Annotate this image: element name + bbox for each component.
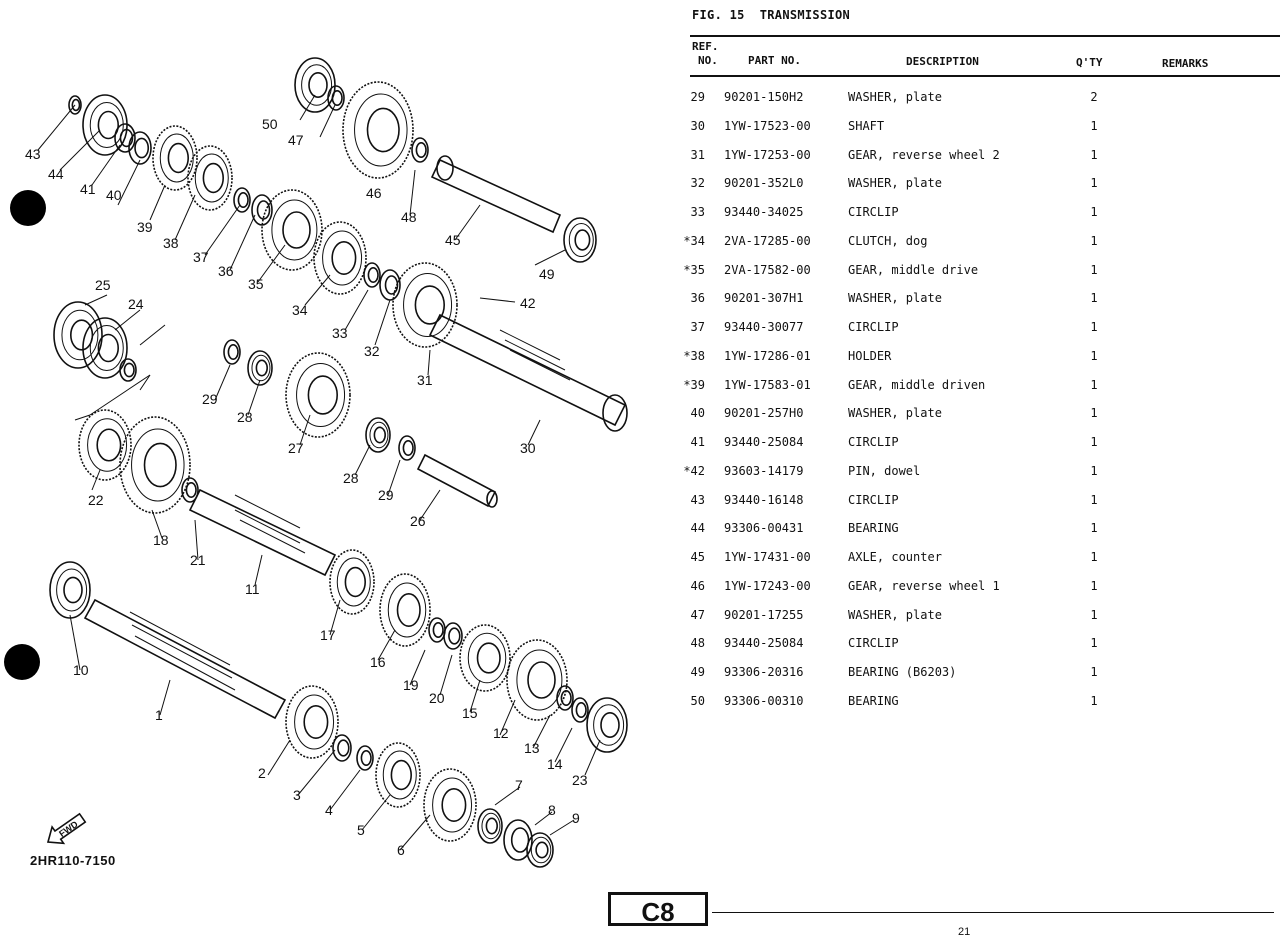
qty-cell: 1 [1090,406,1098,421]
footer-rule [712,912,1274,913]
callout-label: 44 [48,166,64,182]
ref-cell: 30 [690,118,705,133]
callout-label: 29 [202,391,218,407]
callout-label: 22 [88,492,104,508]
callout-label: 37 [193,249,209,265]
callout-label: 20 [429,690,445,706]
circlip-4 [357,746,373,770]
callout-label: 5 [357,822,365,838]
description-cell: GEAR, reverse wheel 2 [848,147,1000,162]
qty-cell: 1 [1090,320,1098,334]
part-no-cell: 90201-150H2 [724,90,804,104]
description-cell: GEAR, reverse wheel 1 [848,578,1000,593]
callout-label: 3 [293,787,301,803]
ref-cell: 49 [690,665,705,679]
col-part-no: PART NO. [748,54,801,67]
callout-label: 14 [547,756,563,772]
qty-cell: 1 [1090,176,1098,191]
ref-cell: *42 [683,463,705,478]
qty-cell: 1 [1090,348,1098,363]
table-row [0,119,1280,139]
figure-name: TRANSMISSION [759,8,851,22]
col-qty: Q'TY [1076,56,1103,69]
description-cell: GEAR, middle drive [848,262,979,277]
table-row [0,493,1280,513]
callout-label: 8 [548,802,556,818]
qty-cell: 1 [1090,377,1098,392]
callout-label: 39 [137,219,153,235]
header-bottom-rule [690,75,1280,77]
description-cell: CIRCLIP [848,492,899,507]
qty-cell: 1 [1090,233,1098,248]
table-row [0,464,1280,484]
qty-cell: 1 [1090,550,1098,564]
part-no-cell: 2VA-17285-00 [724,233,811,248]
ref-cell: 43 [690,492,705,507]
figure-number: FIG. 15 [692,8,745,22]
ref-cell: 46 [690,578,705,593]
description-cell: SHAFT [848,118,885,133]
description-cell: CIRCLIP [848,636,899,651]
callout-label: 2 [258,765,266,781]
callout-label: 41 [80,181,96,197]
col-remarks: REMARKS [1162,57,1209,70]
part-no-cell: 93306-20316 [724,665,804,679]
callout-label: 26 [410,513,426,529]
callout-label: 31 [417,372,433,388]
callout-label: 13 [524,740,540,756]
callout-label: 15 [462,705,478,721]
description-cell: AXLE, counter [848,550,942,564]
col-ref-2: NO. [698,54,718,67]
description-cell: HOLDER [848,348,892,363]
description-cell: WASHER, plate [848,176,942,191]
description-cell: WASHER, plate [848,291,942,306]
callout-label: 47 [288,132,304,148]
qty-cell: 1 [1090,291,1098,306]
table-row [0,550,1280,570]
col-ref-1: REF. [692,40,719,53]
table-row [0,435,1280,455]
table-row [0,205,1280,225]
part-no-cell: 1YW-17253-00 [724,147,811,162]
callout-label: 10 [73,662,89,678]
callout-label: 23 [572,772,588,788]
part-no-cell: 93440-30077 [724,320,804,334]
table-row [0,349,1280,369]
qty-cell: 1 [1090,205,1098,219]
callout-label: 49 [539,266,555,282]
qty-cell: 1 [1090,665,1098,679]
callout-label: 33 [332,325,348,341]
bearing-7 [478,809,502,843]
table-row [0,234,1280,254]
qty-cell: 1 [1090,578,1098,593]
description-cell: BEARING [848,693,899,708]
callout-label: 34 [292,302,308,318]
fwd-label: FWD [57,818,80,839]
callout-label: 43 [25,146,41,162]
qty-cell: 1 [1090,435,1098,449]
description-cell: CIRCLIP [848,320,899,334]
table-row [0,608,1280,628]
qty-cell: 1 [1090,262,1098,277]
ref-cell: 29 [690,90,705,104]
part-no-cell: 93440-34025 [724,205,804,219]
callout-label: 38 [163,235,179,251]
part-no-cell: 93603-14179 [724,463,804,478]
part-no-cell: 90201-257H0 [724,406,804,421]
description-cell: WASHER, plate [848,90,942,104]
drawing-code: 2HR110-7150 [30,853,116,868]
callout-label: 11 [245,581,260,597]
callout-label: 42 [520,295,536,311]
ref-cell: 37 [690,320,705,334]
part-no-cell: 90201-307H1 [724,291,804,306]
callout-label: 17 [320,627,336,643]
qty-cell: 2 [1090,90,1098,104]
description-cell: BEARING [848,521,899,536]
description-cell: GEAR, middle driven [848,377,986,392]
ref-cell: 50 [690,693,705,708]
table-row [0,406,1280,426]
ref-cell: 31 [690,147,705,162]
part-no-cell: 1YW-17523-00 [724,118,811,133]
description-cell: WASHER, plate [848,607,942,622]
gear-5 [376,743,420,807]
qty-cell: 1 [1090,463,1098,478]
ref-cell: 32 [690,176,705,191]
qty-cell: 1 [1090,636,1098,651]
fwd-arrow [42,810,88,850]
callout-label: 28 [343,470,359,486]
ref-cell: *34 [683,233,705,248]
part-no-cell: 93440-25084 [724,435,804,449]
table-row [0,694,1280,714]
qty-cell: 1 [1090,521,1098,536]
header-top-rule [690,35,1280,37]
callout-label: 24 [128,296,144,312]
description-cell: WASHER, plate [848,406,942,421]
table-row [0,378,1280,398]
table-row [0,521,1280,541]
qty-cell: 1 [1090,147,1098,162]
table-row [0,263,1280,283]
ref-cell: 36 [690,291,705,306]
callout-label: 36 [218,263,234,279]
ref-cell: 33 [690,205,705,219]
part-no-cell: 90201-352L0 [724,176,804,191]
part-no-cell: 93440-25084 [724,636,804,651]
callout-label: 32 [364,343,380,359]
figure-title [692,8,850,22]
nut-9 [527,833,553,867]
callout-label: 4 [325,802,333,818]
callout-label: 50 [262,116,278,132]
part-no-cell: 1YW-17286-01 [724,348,811,363]
callout-label: 7 [515,777,523,793]
ref-cell: 41 [690,435,705,449]
qty-cell: 1 [1090,693,1098,708]
part-no-cell: 93440-16148 [724,492,804,507]
table-row [0,90,1280,110]
table-row [0,176,1280,196]
callout-label: 6 [397,842,405,858]
part-no-cell: 1YW-17583-01 [724,377,811,392]
callout-label: 12 [493,725,509,741]
table-row [0,320,1280,340]
callout-label: 18 [153,532,169,548]
ref-cell: 44 [690,521,705,536]
ref-cell: *35 [683,262,705,277]
ref-cell: 40 [690,406,705,421]
description-cell: BEARING (B6203) [848,665,957,679]
ref-cell: 48 [690,636,705,651]
description-cell: CLUTCH, dog [848,233,928,248]
callout-label: 21 [190,552,206,568]
part-no-cell: 93306-00431 [724,521,804,536]
callout-label: 29 [378,487,394,503]
ref-cell: 47 [690,607,705,622]
part-no-cell: 1YW-17431-00 [724,550,811,564]
ref-cell: 45 [690,550,705,564]
ref-cell: *39 [683,377,705,392]
callout-label: 48 [401,209,417,225]
callout-label: 9 [572,810,580,826]
part-no-cell: 90201-17255 [724,607,804,622]
callout-label: 28 [237,409,253,425]
callout-label: 40 [106,187,122,203]
part-no-cell: 2VA-17582-00 [724,262,811,277]
callout-label: 46 [366,185,382,201]
qty-cell: 1 [1090,118,1098,133]
callout-label: 27 [288,440,304,456]
description-cell: PIN, dowel [848,463,921,478]
description-cell: CIRCLIP [848,205,899,219]
table-row [0,636,1280,656]
callout-label: 35 [248,276,264,292]
gear-middle-drive-35 [262,190,322,270]
section-code: C8 [608,892,708,926]
table-row [0,665,1280,685]
qty-cell: 1 [1090,492,1098,507]
description-cell: CIRCLIP [848,435,899,449]
callout-label: 1 [155,707,163,723]
callout-label: 45 [445,232,461,248]
qty-cell: 1 [1090,607,1098,622]
callout-label: 25 [95,277,111,293]
col-description: DESCRIPTION [906,55,979,68]
callout-label: 16 [370,654,386,670]
table-row [0,148,1280,168]
part-no-cell: 1YW-17243-00 [724,578,811,593]
part-no-cell: 93306-00310 [724,693,804,708]
page-number: 21 [958,926,971,938]
callout-label: 19 [403,677,419,693]
gear-6 [424,769,476,841]
table-row [0,579,1280,599]
callout-label: 30 [520,440,536,456]
ref-cell: *38 [683,348,705,363]
table-row [0,291,1280,311]
washer-3 [333,735,351,761]
